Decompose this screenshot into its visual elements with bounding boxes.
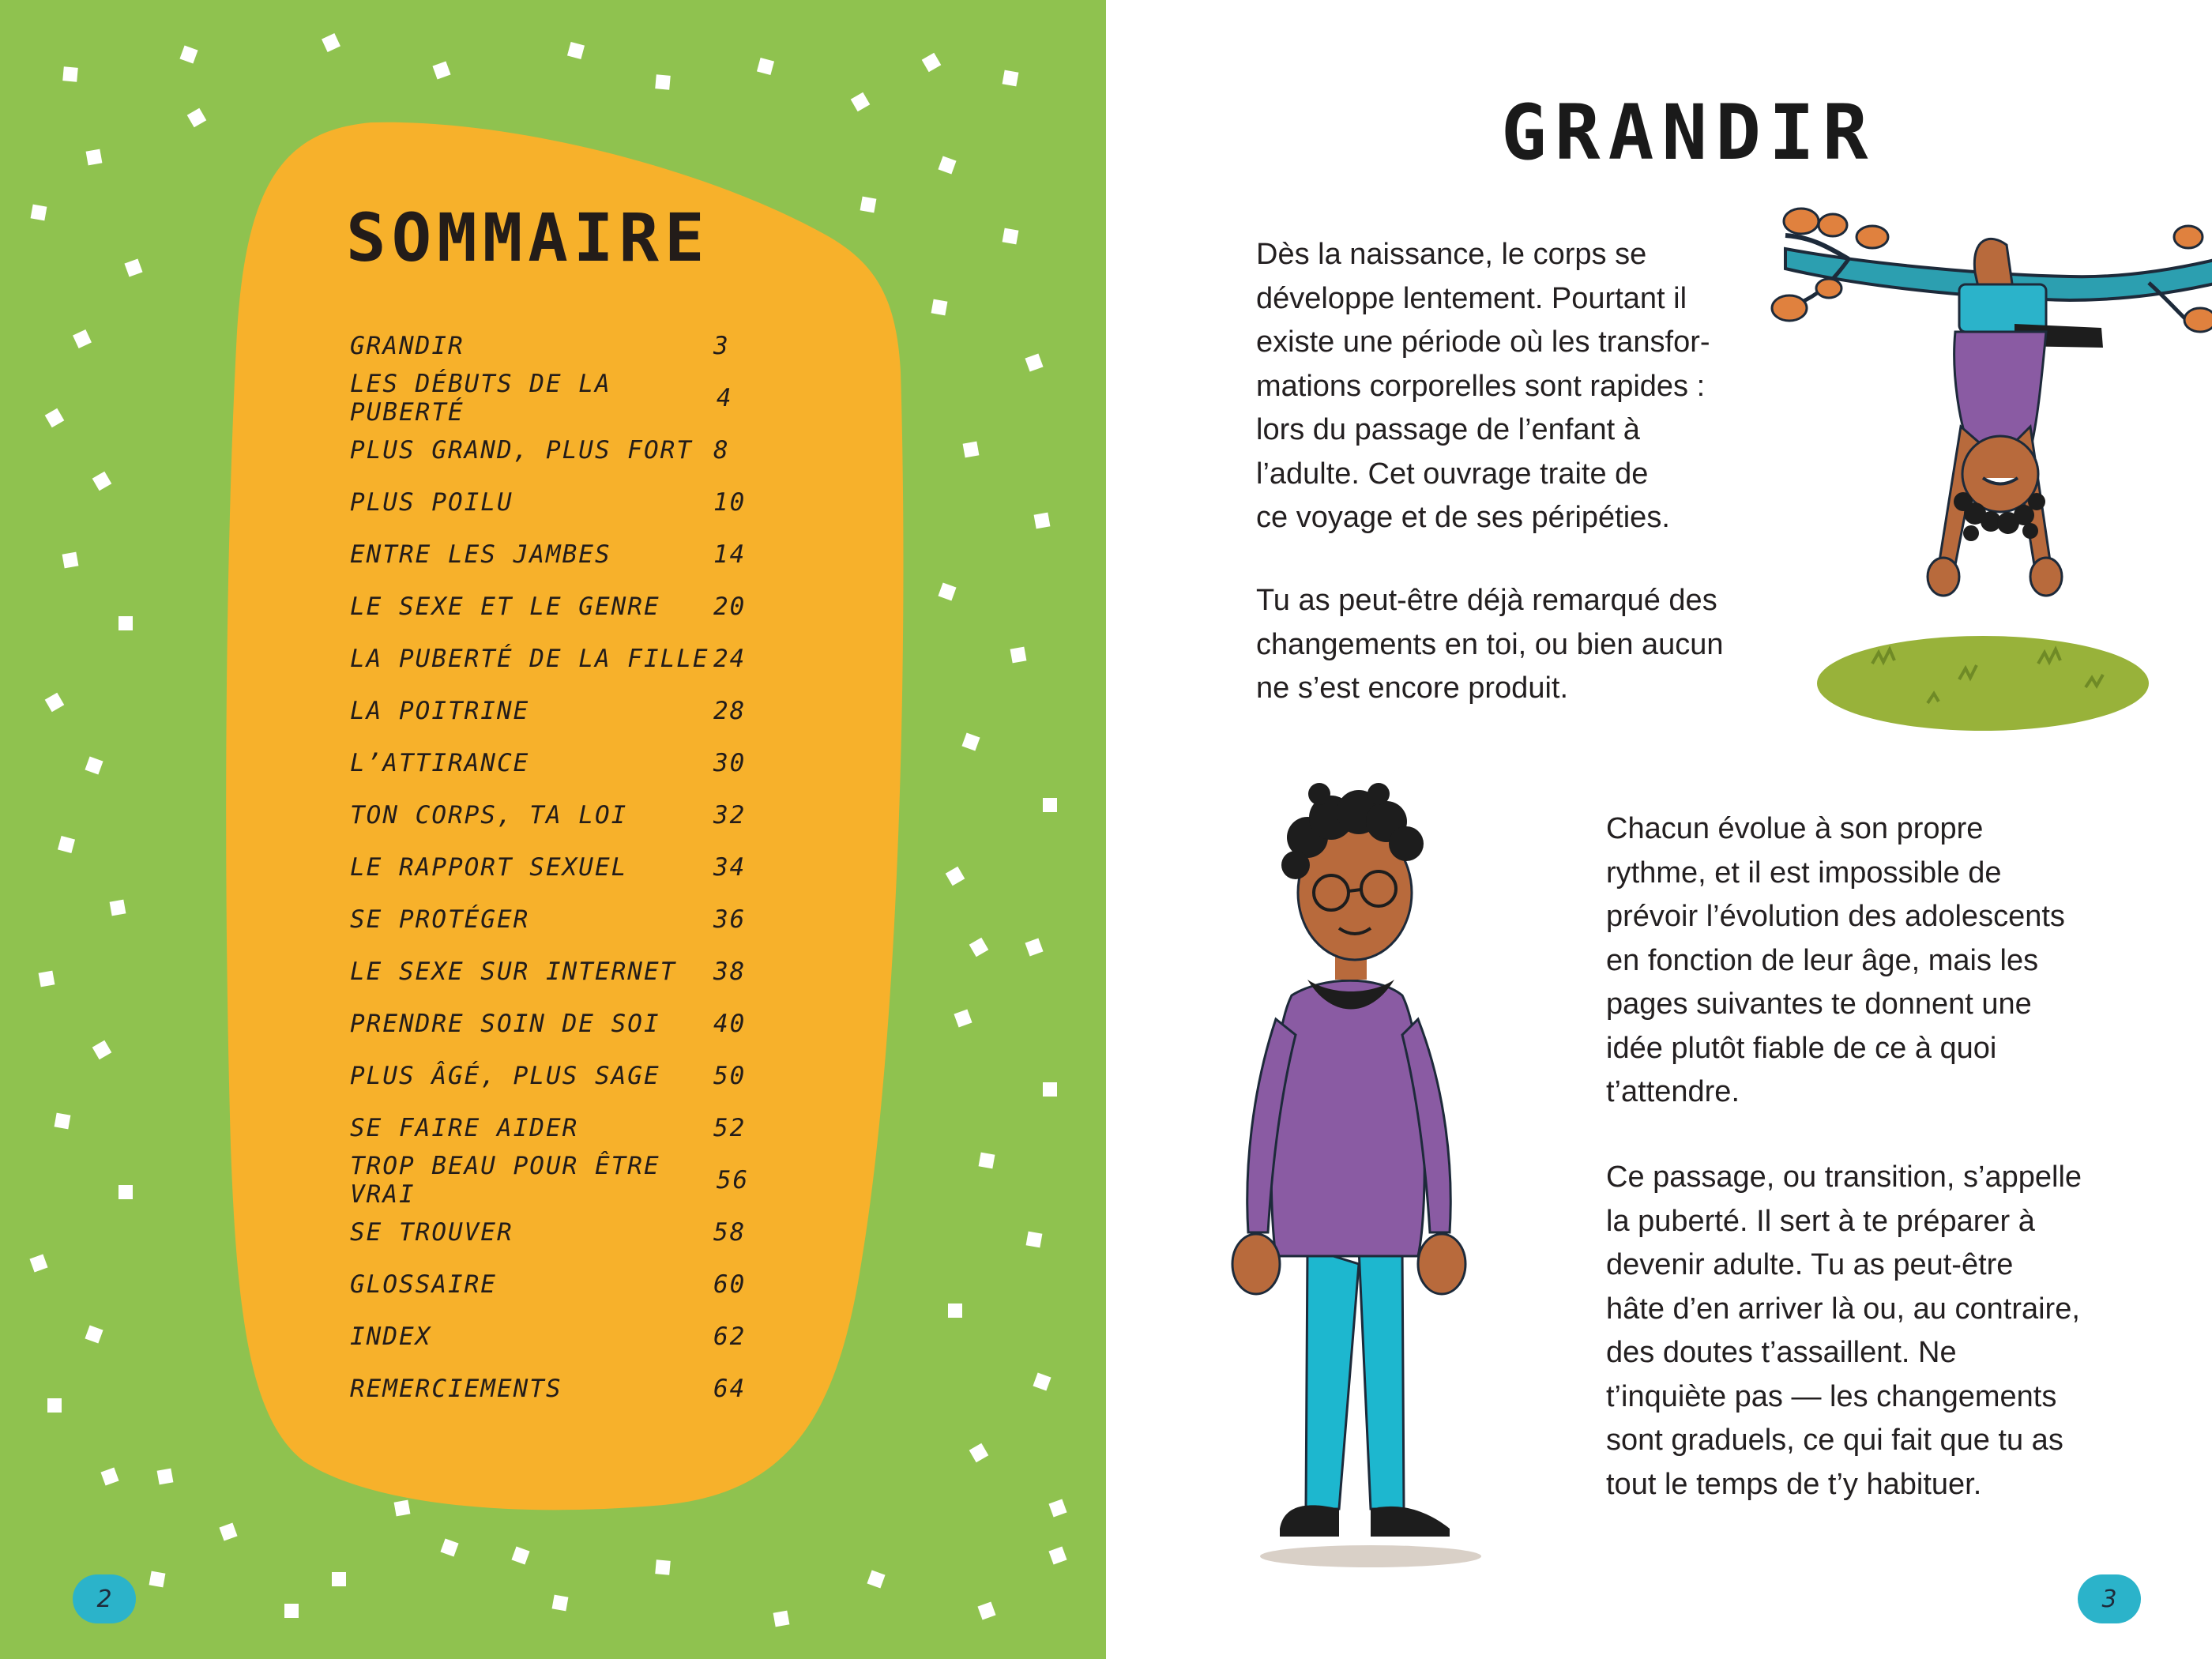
- body-paragraph: Ce passage, ou transition, s’appelle la puberté. Il sert à te préparer à devenir adulte. Tu as peut-être hâte d’en arriver là ou, au contraire, des doutes t’assaillent. Ne t’inquiète pas — les changements sont graduels, ce qui fait que tu as tout le temps de t’y habituer.: [1606, 1161, 2082, 1501]
- toc-entry: [350, 320, 761, 372]
- page-number-badge: 2: [73, 1574, 136, 1623]
- toc-entry: [350, 1258, 761, 1311]
- toc-entry-page: 34: [713, 853, 747, 882]
- page-number-badge: 3: [2078, 1574, 2141, 1623]
- toc-entry-label: LA PUBERTÉ DE LA FILLE: [350, 645, 709, 673]
- toc-entry-page: 36: [713, 905, 747, 934]
- page-title: GRANDIR: [1501, 88, 1876, 177]
- toc-entry: [350, 581, 761, 633]
- toc-entry-label: L’ATTIRANCE: [350, 749, 530, 777]
- toc-entry: [350, 841, 761, 893]
- toc-entry-label: ENTRE LES JAMBES: [350, 540, 611, 569]
- toc-entry-label: LE SEXE SUR INTERNET: [350, 957, 677, 986]
- toc-entry-label: REMERCIEMENTS: [350, 1375, 562, 1403]
- toc-entry-page: 50: [713, 1062, 747, 1090]
- toc-entry-label: LE RAPPORT SEXUEL: [350, 853, 628, 882]
- toc-entry-label: GLOSSAIRE: [350, 1270, 497, 1299]
- toc-entry: [350, 998, 761, 1050]
- toc-entry: [350, 476, 761, 529]
- toc-entry: [350, 685, 761, 737]
- toc-entry-page: 14: [713, 540, 747, 569]
- toc-entry-label: TROP BEAU POUR ÊTRE VRAI: [350, 1152, 660, 1209]
- toc-entry-label: SE FAIRE AIDER: [350, 1114, 579, 1142]
- table-of-contents: [350, 320, 761, 1415]
- toc-entry-label: INDEX: [350, 1322, 432, 1351]
- body-paragraph: Tu as peut-être déjà remarqué des changements en toi, ou bien aucun ne s’est encore produit.: [1256, 584, 1724, 705]
- toc-entry-label: PLUS GRAND, PLUS FORT: [350, 436, 693, 465]
- toc-entry: [350, 1050, 761, 1102]
- toc-entry-page: 10: [713, 488, 747, 517]
- toc-entry-label: LA POITRINE: [350, 697, 530, 725]
- toc-entry-page: 52: [713, 1114, 747, 1142]
- toc-entry: [350, 789, 761, 841]
- toc-entry-label: SE TROUVER: [350, 1218, 514, 1247]
- toc-entry-label: PLUS POILU: [350, 488, 514, 517]
- toc-entry-label: PRENDRE SOIN DE SOI: [350, 1010, 660, 1038]
- toc-entry-label: LE SEXE ET LE GENRE: [350, 592, 660, 621]
- toc-entry: [350, 737, 761, 789]
- toc-entry-page: 30: [713, 749, 747, 777]
- toc-entry-page: 58: [713, 1218, 747, 1247]
- toc-title: SOMMAIRE: [346, 199, 710, 276]
- toc-entry-page: 4: [716, 384, 733, 412]
- toc-entry-page: 38: [713, 957, 747, 986]
- toc-entry-page: 56: [716, 1166, 750, 1194]
- toc-entry-label: TON CORPS, TA LOI: [350, 801, 628, 830]
- teen-boy-illustration: [1221, 758, 1521, 1572]
- toc-entry: [350, 1152, 761, 1209]
- toc-entry-page: 24: [713, 645, 747, 673]
- toc-entry: [350, 633, 761, 685]
- toc-entry: [350, 529, 761, 581]
- toc-entry-page: 40: [713, 1010, 747, 1038]
- toc-entry-page: 32: [713, 801, 747, 830]
- toc-entry-page: 20: [713, 592, 747, 621]
- toc-entry: [350, 1363, 761, 1415]
- toc-entry: [350, 424, 761, 476]
- toc-entry-page: 64: [713, 1375, 747, 1403]
- intro-paragraph: Dès la naissance, le corps se développe lentement. Pourtant il existe une période où les transfor- mations corporelles sont rapides : lors du passage de l’enfant à l’adulte. Cet ouvrage traite de ce voyage et de ses péripéties.: [1256, 238, 1710, 534]
- toc-entry: [350, 1102, 761, 1154]
- toc-entry: [350, 1206, 761, 1258]
- toc-entry-label: LES DÉBUTS DE LA PUBERTÉ: [350, 370, 611, 427]
- toc-entry-label: PLUS ÂGÉ, PLUS SAGE: [350, 1062, 660, 1090]
- toc-entry-page: 28: [713, 697, 747, 725]
- toc-entry: [350, 893, 761, 946]
- toc-entry-label: GRANDIR: [350, 332, 465, 360]
- toc-entry-page: 8: [713, 436, 730, 465]
- toc-entry: [350, 1311, 761, 1363]
- toc-entry-label: SE PROTÉGER: [350, 905, 530, 934]
- toc-entry-page: 60: [713, 1270, 747, 1299]
- hanging-child-illustration: [1754, 190, 2212, 743]
- toc-entry-page: 62: [713, 1322, 747, 1351]
- body-paragraph: Chacun évolue à son propre rythme, et il est impossible de prévoir l’évolution des adolescents en fonction de leur âge, mais les pages suivantes te donnent une idée plutôt fiable de ce à quoi t’attendre.: [1606, 812, 2065, 1108]
- toc-entry-page: 3: [713, 332, 730, 360]
- toc-entry: [350, 370, 761, 427]
- toc-entry: [350, 946, 761, 998]
